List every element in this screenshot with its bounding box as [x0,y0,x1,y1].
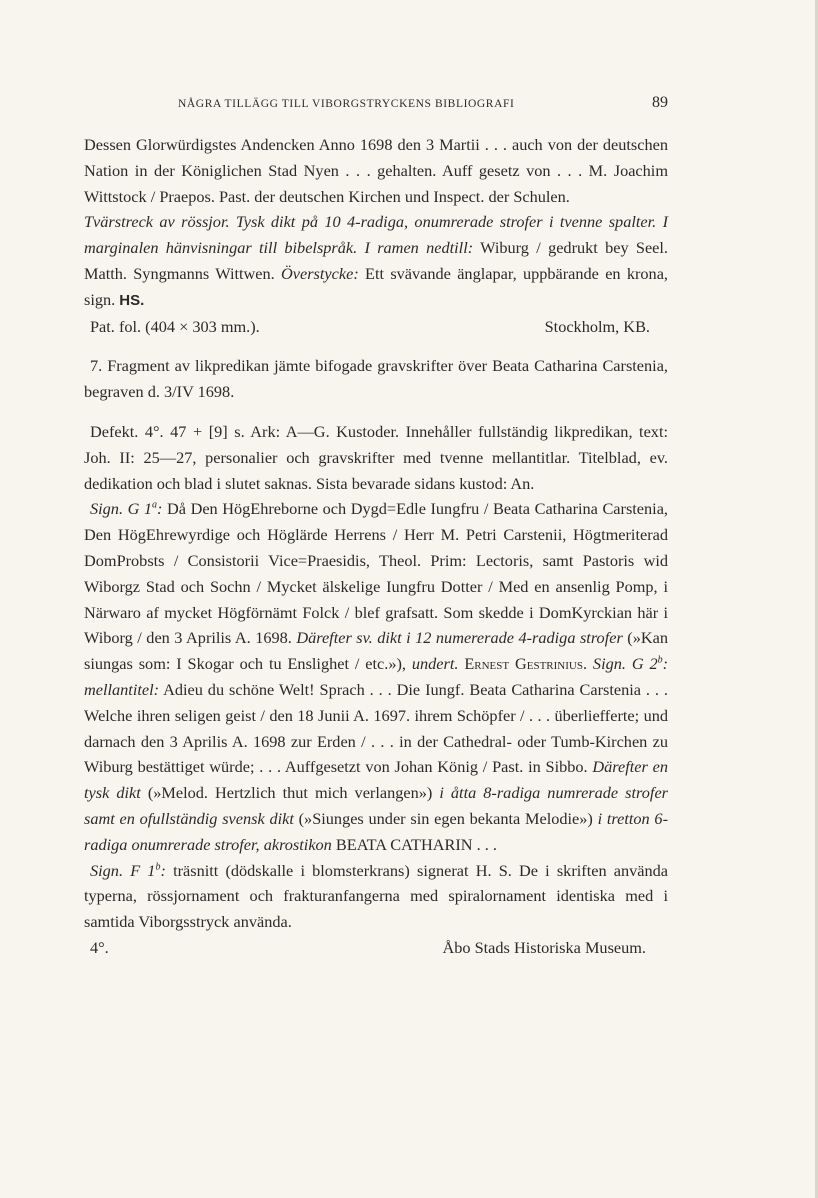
italic-undert: undert. [411,654,459,674]
body-text [84,132,668,961]
format-text: Pat. fol. (404 × 303 mm.). [90,316,260,336]
italic-strophes: i åtta 8-radiga numrerade strofer samt en ofullständig svensk dikt [84,783,669,828]
sign-f-label: Sign. F 1$^b$: [90,860,166,880]
page-header [82,94,668,118]
sign-g-label: Sign. G 1$^a$: [90,499,163,519]
entry-heading: 7. Fragment av likpredikan jämte bifogade gravskrifter över Beata Catharina Carstenia, begraven d. 3/IV 1698. [84,356,668,402]
imprint-text: Wiburg / gedrukt bey Seel. Matth. Syngmanns Wittwen. [84,238,669,283]
signature-hs: HS. [119,291,145,309]
italic-acrostic: i tretton 6-radiga onumrerade strofer, akrostikon [84,808,668,854]
page-number: 89 [652,94,668,111]
melody-note: (»Kan siungas som: I Skogar och tu Enslighet / etc.»), [84,628,668,674]
italic-description: Tvärstreck av rössjor. Tysk dikt på 10 4-radiga, onumrerade strofer i tvenne spalter. I marginalen hänvisningar till bibelspråk. I ramen nedtill: [84,212,668,258]
location-text: Stockholm, KB. [544,316,650,336]
running-head: NÅGRA TILLÄGG TILL VIBORGSTRYCKENS BIBLIOGRAFI [178,98,515,110]
italic-german-poem: Därefter en tysk dikt [84,757,668,803]
italic-overstycke: Överstycke: [281,263,359,283]
acrostic-text: BEATA CATHARIN . . . [335,834,497,854]
mellantitel-text: Adieu du schöne Welt! Sprach . . . Die Iungf. Beata Catharina Carstenia . . . Welche ihren seligen geist / den 18 Junii A. 1697. ihrem Schöpfer / . . . überliefferte; und darnach den 3 Aprilis A. 1698 zur Erden / . . . in der Cathedral- oder Tumb-Kirchen zu Wiburg bestättiget würde; . . . Auffgesetzt von Johan König / Past. in Sibbo. [84,679,668,777]
author-name: Ernest Gestrinius. [464,654,588,674]
swedish-melody: (»Siunges under sin egen bekanta Melodie») [298,808,593,828]
sign-f-text: träsnitt (dödskalle i blomsterkrans) signerat H. S. De i skriften använda typerna, rössjornament och frakturanfangerna med spiralornament identiska med i samtida Viborgsstryck använda. [84,860,669,932]
location-text-2: Åbo Stads Historiska Museum. [442,937,646,957]
format-location-row [84,314,668,340]
format-location-row-2 [84,935,668,961]
paragraph-sign-g [84,496,668,857]
sign-g-text: Då Den HögEhreborne och Dygd=Edle Iungfru / Beata Catharina Carstenia, Den HögEhrewyrdige och Höglärde Herrens / Herr M. Petri Carstenii, Högtmeriterad DomProbsts / Consistorii Vice=Praesidis, Theol. Prim: Lectoris, samt Pastoris wid Wiborgz Stad och Sochn / Mycket älskelige Iungfru Dotter / Med en ansenlig Pomp, i Närwaro af mycket Högförnämt Folck / blef grafsatt. Som skedde i DomKyrckian här i Wiborg / den 3 Aprilis A. 1698. [84,499,668,648]
paragraph-description [84,209,668,313]
italic-swedish-poem: Därefter sv. dikt i 12 numererade 4-radiga strofer [296,628,623,648]
german-melody: (»Melod. Hertzlich thut mich verlangen») [147,783,433,803]
paragraph-sign-f [84,858,668,935]
paragraph-collation: Defekt. 4°. 47 + [9] s. Ark: A—G. Kustoder. Innehåller fullständig likpredikan, text: Joh. II: 25—27, personalier och gravskrifter med tvenne mellantitlar. Titelblad, ev. dedikation och blad i slutet saknas. Sista bevarade sidans kustod: An. [84,421,668,493]
format-text-2: 4°. [90,937,109,957]
overstycke-text: Ett svävande änglapar, uppbärande en krona, sign. [84,263,668,309]
paragraph-title-transcript: Dessen Glorwürdigstes Andencken Anno 1698 den 3 Martii . . . auch von der deutschen Nation in der Königlichen Stad Nyen . . . gehalten. Auff gesetz von . . . M. Joachim Wittstock / Praepos. Past. der deutschen Kirchen und Inspect. der Schulen. [84,135,668,206]
sign-g2-label: Sign. G 2$^b$: mellantitel: [84,654,669,699]
